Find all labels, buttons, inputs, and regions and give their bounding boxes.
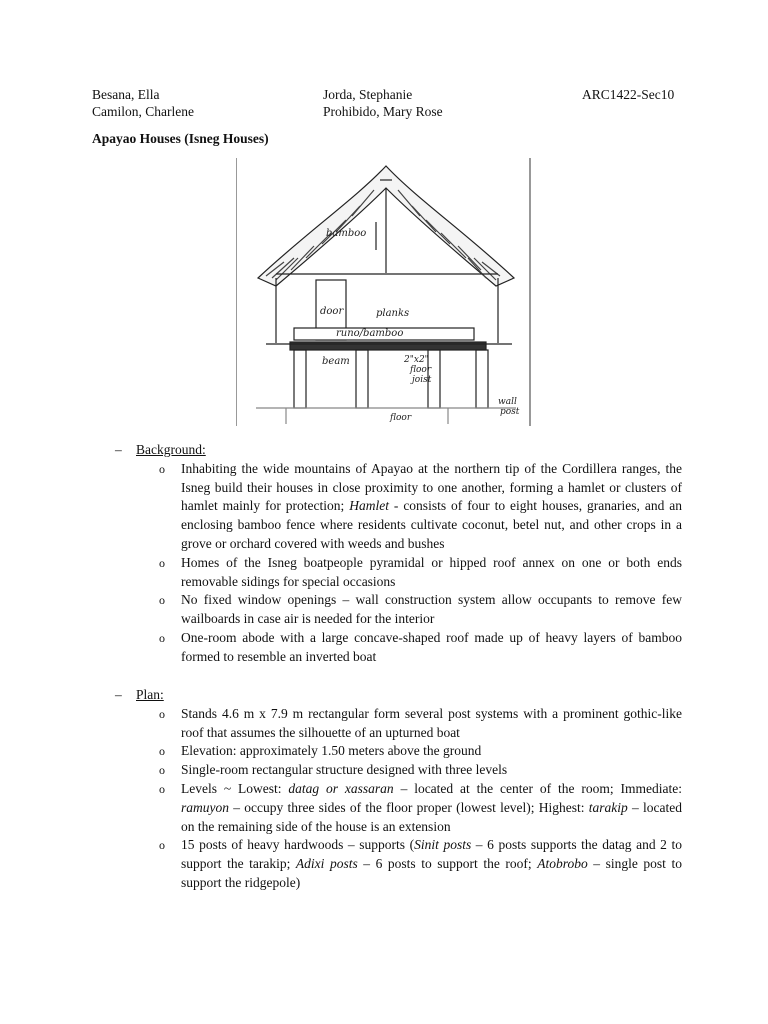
label-joist-size: 2"x2" [404, 355, 429, 365]
label-bamboo: bamboo [326, 228, 367, 239]
italic-term: datag or xassaran [288, 780, 394, 796]
text-run: – occupy three sides of the floor proper (lowest level); Highest: [229, 799, 589, 815]
list-item [92, 836, 682, 892]
text-run: - consists of four to eight houses, granaries, and an enclosing bamboo fence where residents cultivate coconut, betel nut, and other crops in a grove or orchard covered with weeds and bushes [181, 498, 682, 551]
section-heading: Plan: [136, 687, 164, 702]
text-run: Elevation: approximately 1.50 meters above the ground [181, 743, 482, 759]
bullet-marker: o [159, 763, 165, 778]
text-run: Levels ~ Lowest: [181, 780, 289, 796]
list-item [92, 761, 682, 780]
author-name: Besana, Ella [92, 87, 160, 102]
author-name: Prohibido, Mary Rose [323, 104, 443, 119]
bullet-marker: o [159, 838, 165, 853]
bullet-marker: o [159, 744, 165, 759]
author-name: Camilon, Charlene [92, 104, 194, 119]
bullet-marker: o [159, 630, 165, 645]
author-block-left [92, 86, 194, 120]
list-item [92, 629, 682, 667]
author-name: Jorda, Stephanie [323, 87, 413, 102]
list-item [92, 742, 682, 761]
course-code: ARC1422-Sec10 [582, 87, 675, 102]
text-run: Homes of the Isneg boatpeople pyramidal or hipped roof annex on one or both ends removable sidings for special occasions [181, 554, 682, 589]
text-run: One-room abode with a large concave-shaped roof made up of heavy layers of bamboo formed to resemble an inverted boat [181, 629, 682, 664]
posts [256, 350, 516, 424]
list-item [92, 591, 682, 629]
bullet-marker: o [159, 555, 165, 570]
italic-term: tarakip [588, 799, 628, 815]
italic-term: Adixi posts [295, 856, 358, 872]
section-marker: – [115, 687, 122, 702]
thatched-roof [258, 166, 514, 286]
label-floor: floor [390, 413, 412, 423]
list-item [92, 554, 682, 592]
bullet-marker: o [159, 461, 165, 476]
text-run: – located at the center of the room; Immediate: [393, 780, 682, 796]
italic-term: Sinit posts [414, 837, 472, 853]
author-block-center [323, 86, 443, 120]
label-joist-floor: floor [410, 365, 432, 375]
text-run: Inhabiting the wide mountains of Apayao at the northern tip of the Cordillera ranges, the Isneg build their houses in close proximity to one another, forming a hamlet or clusters of hamlet mainly for protection; [181, 460, 682, 514]
list-item [92, 460, 682, 554]
house-section-drawing [236, 158, 532, 426]
label-runo-bamboo: runo/bamboo [336, 328, 404, 339]
label-joist: joist [412, 375, 432, 385]
italic-term: Hamlet [349, 498, 389, 514]
text-run: – located on the remaining side of the house is an extension [181, 799, 682, 834]
text-run: – single post to support the ridgepole) [181, 856, 682, 890]
bullet-marker: o [159, 593, 165, 608]
bullet-list [92, 705, 682, 893]
italic-term: ramuyon [181, 799, 229, 815]
label-beam: beam [322, 356, 350, 367]
label-door: door [320, 306, 344, 317]
text-run: – 6 posts to support the roof; [357, 856, 538, 872]
list-item [92, 705, 682, 743]
bullet-marker: o [159, 706, 165, 721]
section-marker: – [115, 442, 122, 457]
bullet-list [92, 460, 682, 667]
italic-term: Atobrobo [537, 856, 588, 872]
label-planks: planks [376, 308, 410, 319]
text-run: 15 posts of heavy hardwoods – supports ( [181, 837, 415, 853]
section-heading: Background: [136, 442, 206, 457]
label-wall: wall [498, 397, 517, 407]
bullet-marker: o [159, 781, 165, 796]
list-item [92, 780, 682, 836]
label-post: post [500, 407, 520, 417]
text-run: Single-room rectangular structure designed with three levels [181, 762, 508, 778]
text-run: No fixed window openings – wall construction system allow occupants to remove few wailboards in case air is needed for the interior [181, 592, 682, 627]
text-run: – 6 posts supports the datag and 2 to support the tarakip; [181, 837, 683, 872]
text-run: Stands 4.6 m x 7.9 m rectangular form several post systems with a prominent gothic-like roof that assumes the silhouette of an upturned boat [181, 705, 682, 740]
page-title: Apayao Houses (Isneg Houses) [92, 131, 269, 146]
